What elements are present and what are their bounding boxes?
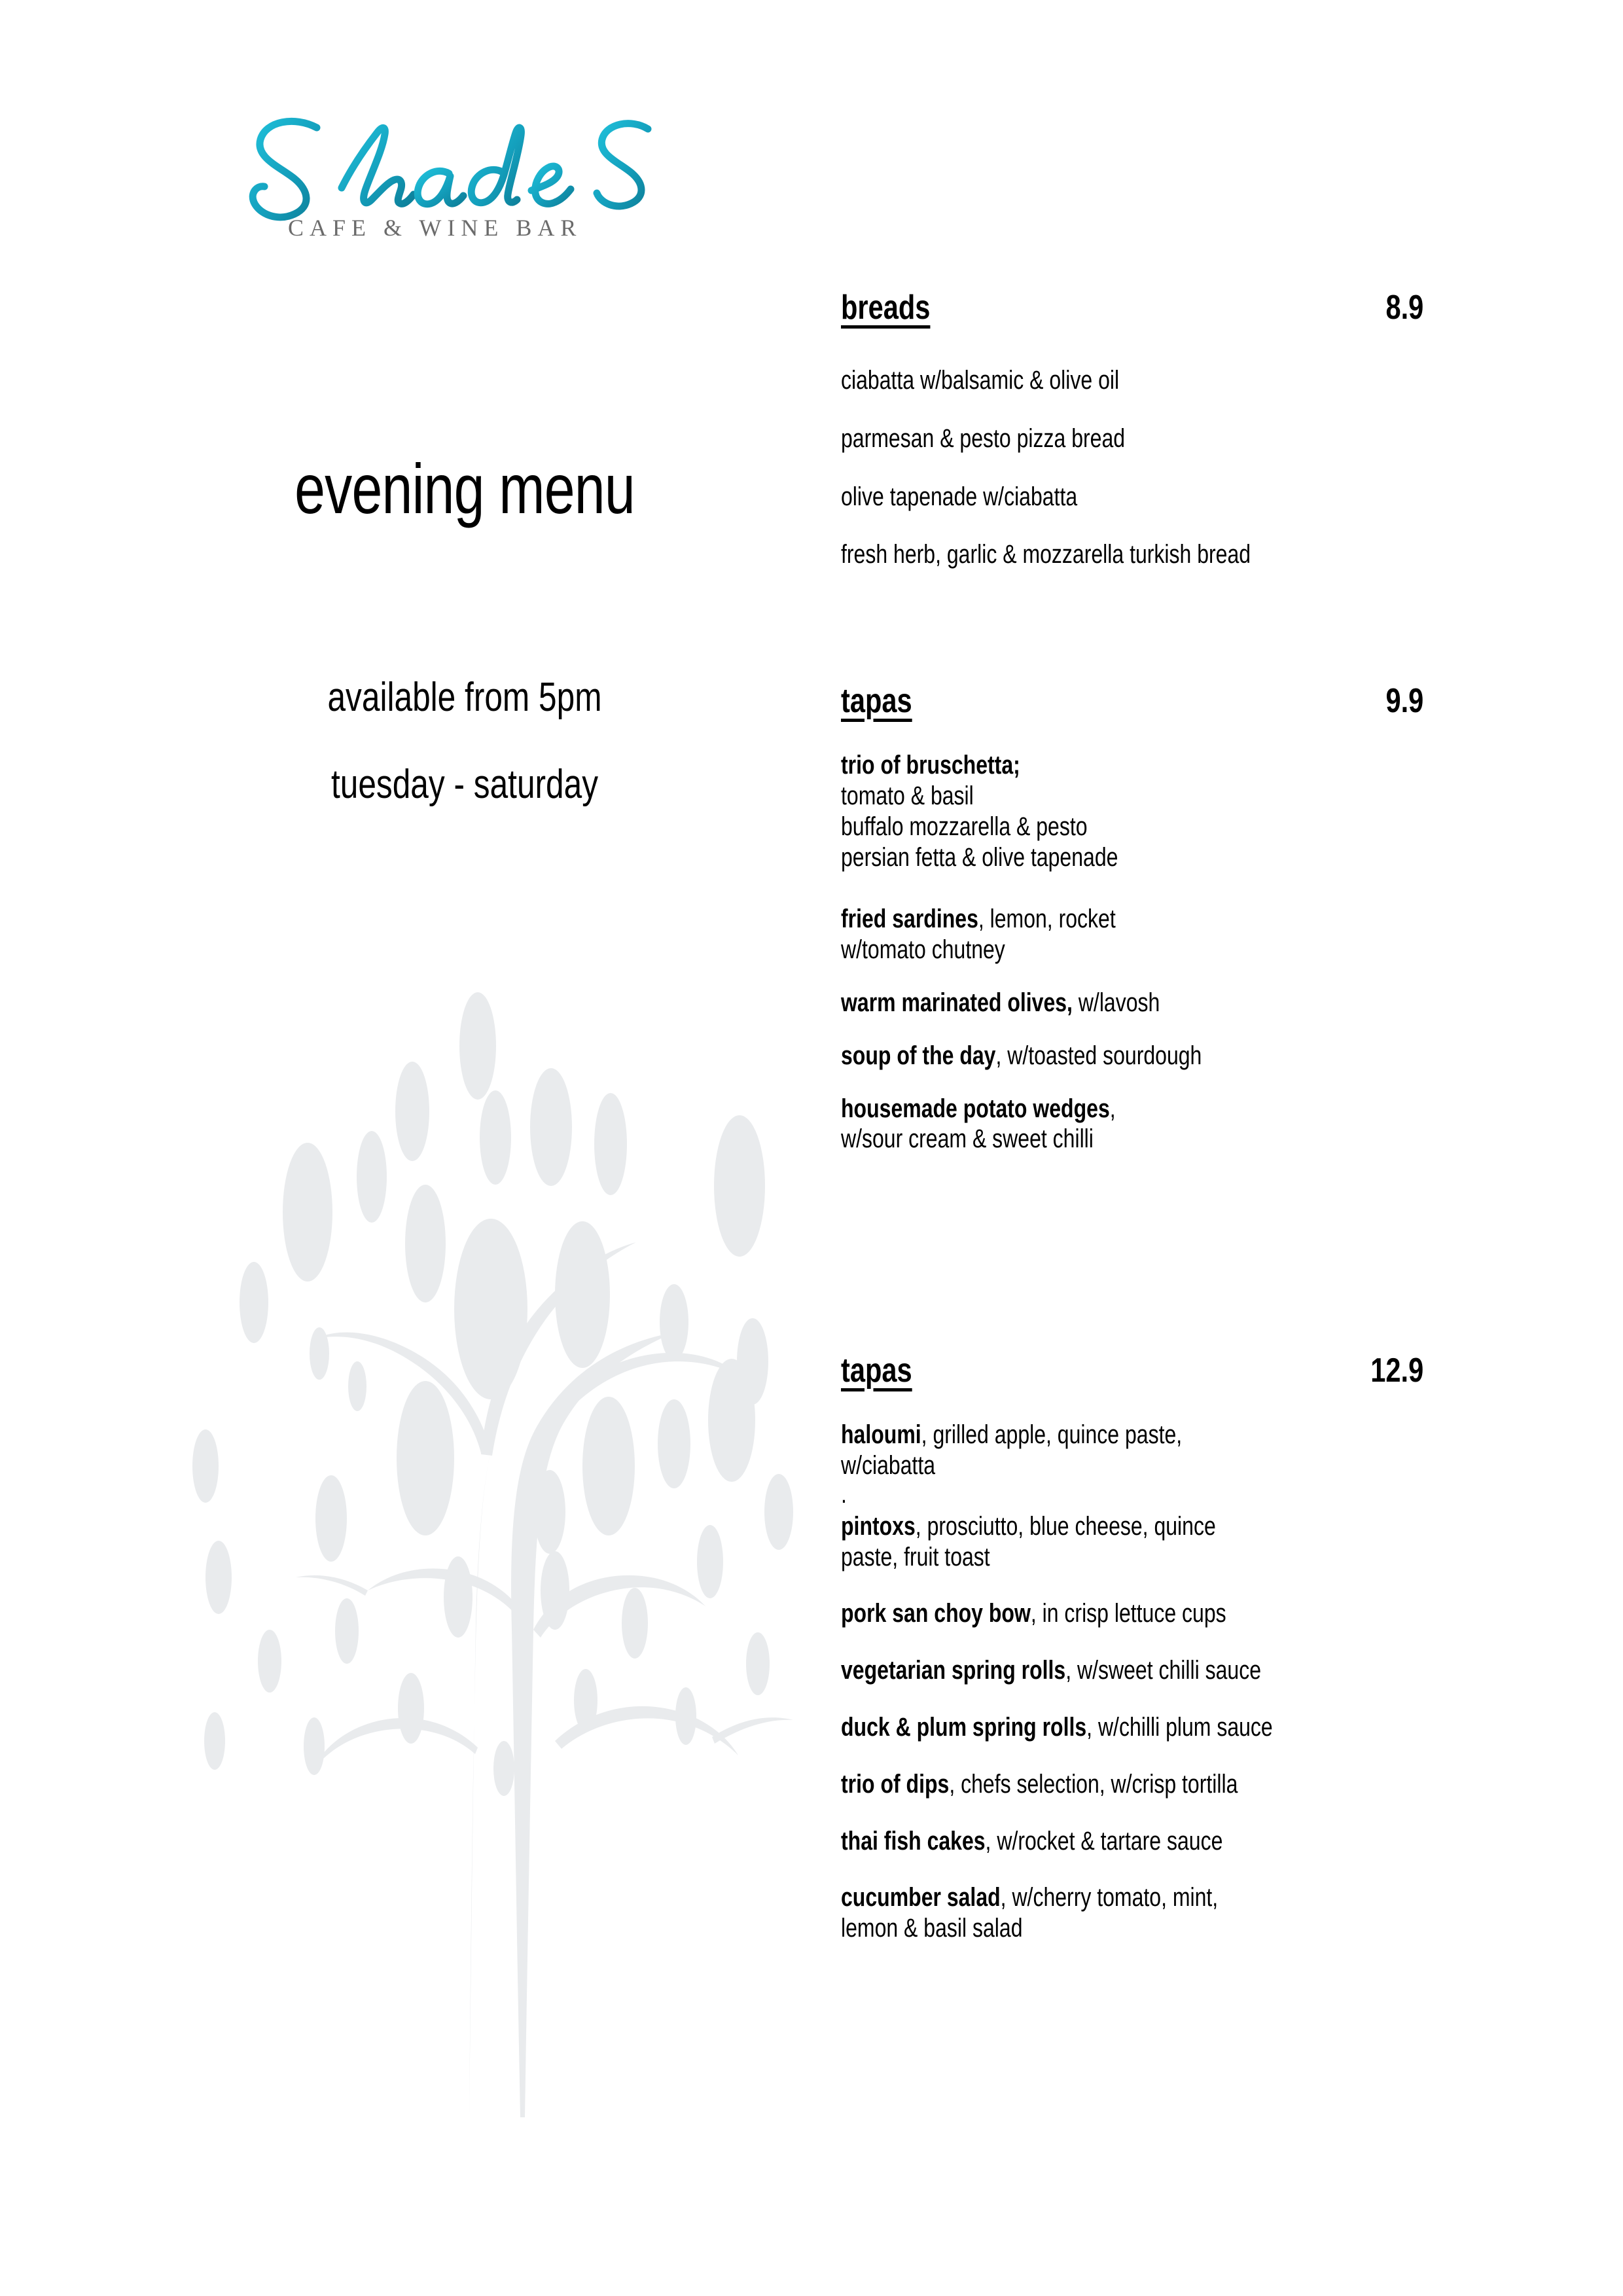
menu-section-tapas-small — [841, 681, 1423, 1155]
menu-section-breads — [841, 288, 1423, 570]
section-price-breads: 8.9 — [1385, 289, 1423, 327]
menu-item: housemade potato wedges, w/sour cream & sweet chilli — [841, 1094, 1116, 1154]
menu-sections — [841, 288, 1423, 1944]
section-price-tapas-large: 12.9 — [1370, 1352, 1423, 1390]
brand-logo — [196, 101, 694, 249]
tapas-large-item-list — [841, 1420, 1423, 1944]
menu-item: warm marinated olives, w/lavosh — [841, 988, 1160, 1017]
breads-item-list — [841, 365, 1423, 570]
stray-period: . — [841, 1479, 847, 1509]
section-header — [841, 681, 1423, 721]
section-title-breads: breads — [841, 289, 931, 327]
menu-item: trio of dips, chefs selection, w/crisp tortilla — [841, 1769, 1238, 1799]
menu-item: pintoxs, prosciutto, blue cheese, quince paste, fruit toast — [841, 1511, 1216, 1571]
tapas-small-item-list — [841, 750, 1423, 1155]
brand-tagline-text: CAFE & WINE BAR — [288, 215, 582, 241]
menu-item: soup of the day, w/toasted sourdough — [841, 1041, 1202, 1070]
availability-days: tuesday - saturday — [330, 762, 599, 808]
brand-script-mark — [253, 121, 648, 217]
section-title-tapas-small: tapas — [841, 682, 912, 721]
section-header — [841, 288, 1423, 327]
menu-item: vegetarian spring rolls, w/sweet chilli sauce — [841, 1656, 1262, 1685]
menu-item: fried sardines, lemon, rocket w/tomato chutney — [841, 905, 1116, 965]
section-header — [841, 1351, 1423, 1390]
section-price-tapas-small: 9.9 — [1385, 682, 1423, 721]
availability-block — [111, 676, 818, 806]
menu-item: haloumi, grilled apple, quince paste, w/ciabatta — [841, 1420, 1183, 1480]
availability-hours: available from 5pm — [327, 675, 602, 721]
menu-item: parmesan & pesto pizza bread — [841, 423, 1126, 453]
menu-item: trio of bruschetta; tomato & basil buffalo mozzarella & pesto persian fetta & olive tapenade — [841, 751, 1118, 872]
menu-item: cucumber salad, w/cherry tomato, mint, lemon & basil salad — [841, 1883, 1219, 1943]
tree-watermark-icon — [151, 969, 818, 2121]
menu-item: pork san choy bow, in crisp lettuce cups — [841, 1599, 1226, 1628]
menu-section-tapas-large — [841, 1351, 1423, 1944]
menu-item: thai fish cakes, w/rocket & tartare sauce — [841, 1826, 1223, 1856]
menu-item: fresh herb, garlic & mozzarella turkish bread — [841, 540, 1251, 569]
menu-item: ciabatta w/balsamic & olive oil — [841, 366, 1120, 395]
section-title-tapas-large: tapas — [841, 1352, 912, 1390]
menu-item: duck & plum spring rolls, w/chilli plum sauce — [841, 1712, 1273, 1742]
page-title: evening menu — [294, 449, 635, 528]
left-column — [111, 449, 818, 808]
menu-item: olive tapenade w/ciabatta — [841, 482, 1078, 511]
